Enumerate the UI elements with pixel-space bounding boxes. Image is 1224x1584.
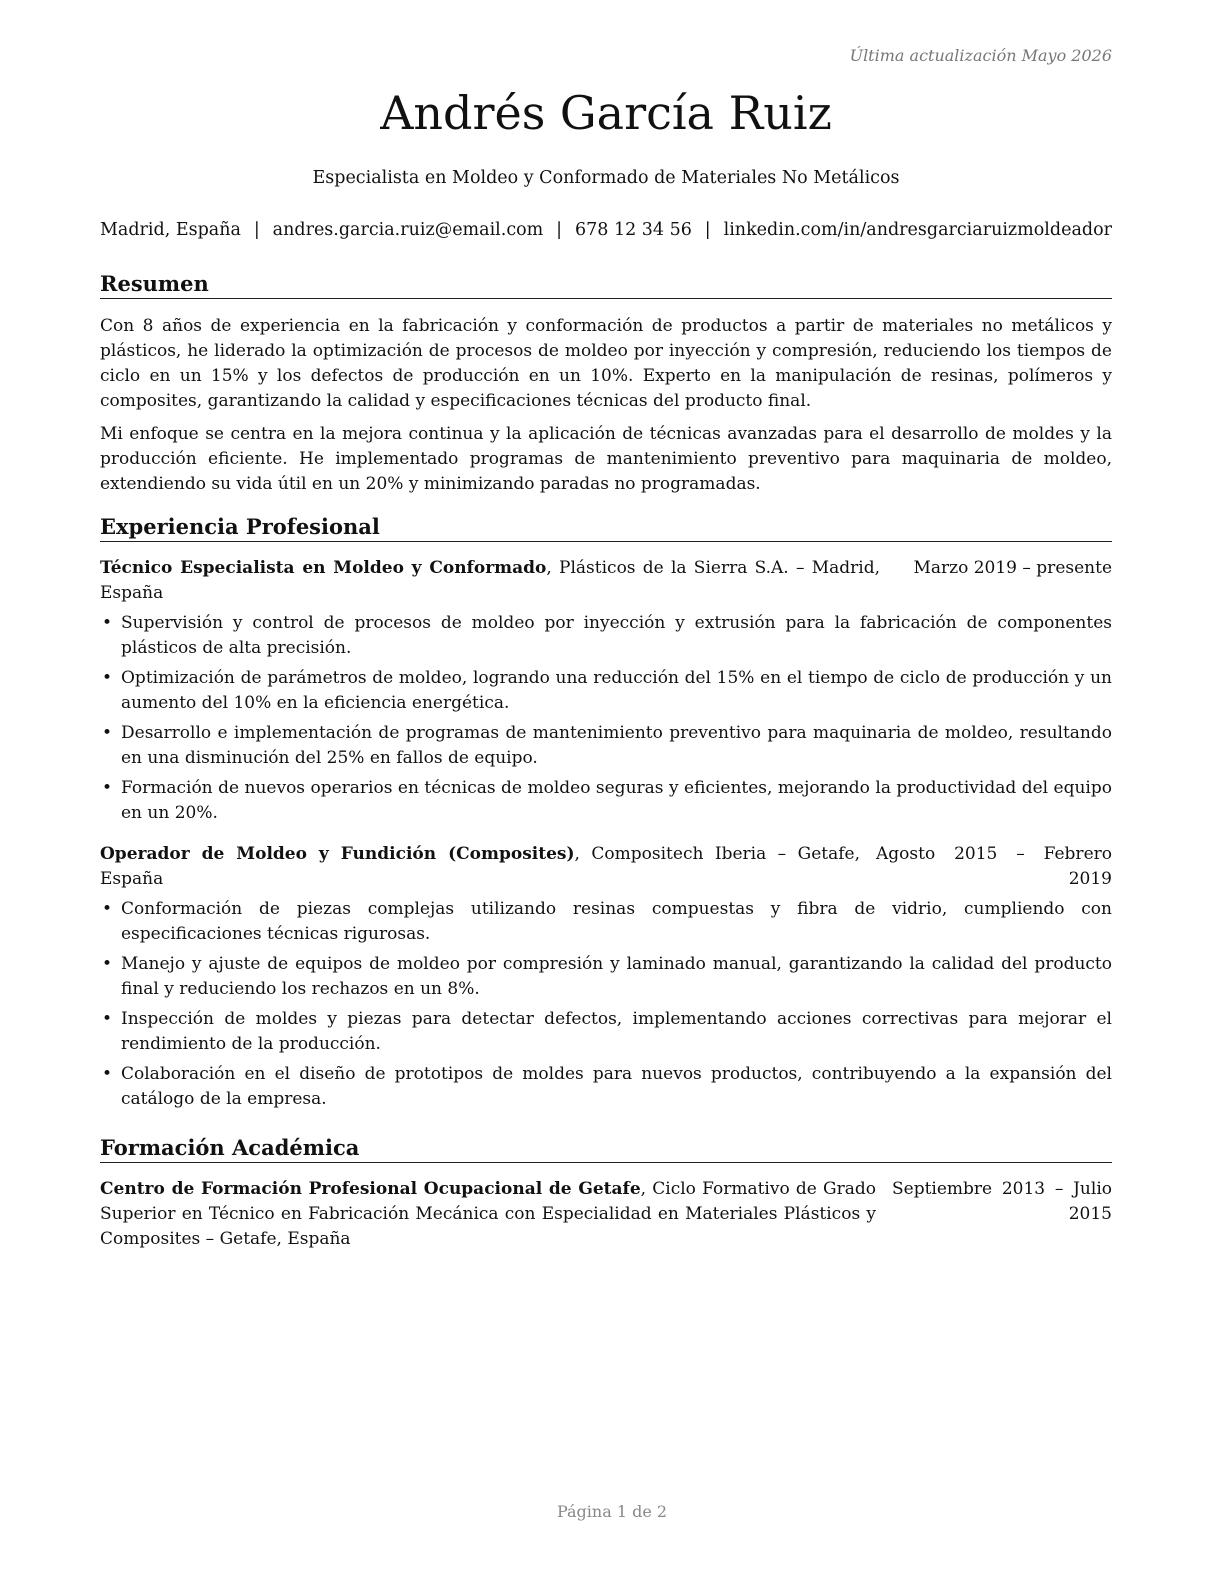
job-dates: Marzo 2019 – presente bbox=[913, 558, 1112, 579]
job-bullets bbox=[100, 897, 1112, 1112]
bullet-icon: • bbox=[102, 613, 113, 634]
education-section bbox=[100, 1134, 1112, 1252]
contact-line bbox=[100, 220, 1112, 240]
list-item bbox=[100, 1062, 1112, 1112]
job-title-block bbox=[100, 556, 880, 606]
list-item bbox=[100, 776, 1112, 826]
job-dates: Agosto 2015 – Febrero 2019 bbox=[876, 844, 1112, 890]
list-item bbox=[100, 611, 1112, 661]
experience-heading: Experiencia Profesional bbox=[100, 513, 1112, 542]
bullet-icon: • bbox=[102, 778, 113, 799]
contact-location: Madrid, España bbox=[100, 220, 241, 240]
contact-separator: | bbox=[253, 220, 260, 240]
job-entry bbox=[100, 842, 1112, 1112]
job-title-block bbox=[100, 842, 860, 892]
education-dates: Septiembre 2013 – Julio 2015 bbox=[892, 1179, 1112, 1225]
education-header bbox=[100, 1177, 1112, 1252]
resume-page bbox=[100, 0, 1112, 1584]
bullet-text: Colaboración en el diseño de prototipos de moldes para nuevos productos, contribuyendo a la expansión del catálogo de la empresa. bbox=[121, 1064, 1112, 1110]
job-header bbox=[100, 556, 1112, 606]
list-item bbox=[100, 1007, 1112, 1057]
bullet-text: Supervisión y control de procesos de moldeo por inyección y extrusión para la fabricación de componentes plásticos de alta precisión. bbox=[121, 613, 1112, 659]
experience-section bbox=[100, 513, 1112, 1117]
bullet-icon: • bbox=[102, 1064, 113, 1085]
bullet-icon: • bbox=[102, 899, 113, 920]
candidate-headline: Especialista en Moldeo y Conformado de Materiales No Metálicos bbox=[312, 168, 900, 188]
list-item bbox=[100, 952, 1112, 1002]
bullet-text: Conformación de piezas complejas utilizando resinas compuestas y fibra de vidrio, cumpliendo con especificaciones técnicas rigurosas. bbox=[121, 899, 1112, 945]
summary-heading: Resumen bbox=[100, 270, 1112, 299]
page-number: Página 1 de 2 bbox=[556, 1502, 668, 1521]
last-updated: Última actualización Mayo 2026 bbox=[849, 46, 1112, 65]
bullet-icon: • bbox=[102, 723, 113, 744]
contact-email[interactable]: andres.garcia.ruiz@email.com bbox=[272, 220, 544, 240]
job-role: Técnico Especialista en Moldeo y Conformado bbox=[100, 558, 547, 579]
job-company: , Compositech Iberia – Getafe, España bbox=[100, 844, 860, 890]
bullet-text: Manejo y ajuste de equipos de moldeo por compresión y laminado manual, garantizando la calidad del producto final y reduciendo los rechazos en un 8%. bbox=[121, 954, 1112, 1000]
bullet-icon: • bbox=[102, 1009, 113, 1030]
education-detail: , Ciclo Formativo de Grado Superior en Técnico en Fabricación Mecánica con Especialidad en Materiales Plásticos y Composites – Getafe, España bbox=[100, 1179, 876, 1250]
candidate-name: Andrés García Ruiz bbox=[380, 86, 832, 140]
bullet-text: Optimización de parámetros de moldeo, logrando una reducción del 15% en el tiempo de ciclo de producción y un aumento del 10% en la eficiencia energética. bbox=[121, 668, 1112, 714]
job-bullets bbox=[100, 611, 1112, 826]
bullet-icon: • bbox=[102, 954, 113, 975]
bullet-text: Formación de nuevos operarios en técnicas de moldeo seguras y eficientes, mejorando la productividad del equipo en un 20%. bbox=[121, 778, 1112, 824]
summary-section bbox=[100, 270, 1112, 497]
list-item bbox=[100, 897, 1112, 947]
contact-linkedin[interactable]: linkedin.com/in/andresgarciaruizmoldeador bbox=[723, 220, 1112, 240]
contact-phone: 678 12 34 56 bbox=[574, 220, 692, 240]
education-entry bbox=[100, 1177, 1112, 1252]
summary-paragraph: Con 8 años de experiencia en la fabricación y conformación de productos a partir de materiales no metálicos y plásticos, he liderado la optimización de procesos de moldeo por inyección y compresión, reduciendo los tiempos de ciclo en un 15% y los defectos de producción en un 10%. Experto en la manipulación de resinas, polímeros y composites, garantizando la calidad y especificaciones técnicas del producto final. bbox=[100, 316, 1112, 412]
job-header bbox=[100, 842, 1112, 892]
list-item bbox=[100, 721, 1112, 771]
education-institution: Centro de Formación Profesional Ocupacional de Getafe bbox=[100, 1179, 641, 1200]
job-role: Operador de Moldeo y Fundición (Composites) bbox=[100, 844, 575, 865]
bullet-text: Desarrollo e implementación de programas de mantenimiento preventivo para maquinaria de moldeo, resultando en una disminución del 25% en fallos de equipo. bbox=[121, 723, 1112, 769]
job-company: , Plásticos de la Sierra S.A. – Madrid, España bbox=[100, 558, 880, 604]
summary-paragraph: Mi enfoque se centra en la mejora continua y la aplicación de técnicas avanzadas para el desarrollo de moldes y la producción eficiente. He implementado programas de mantenimiento preventivo para maquinaria de moldeo, extendiendo su vida útil en un 20% y minimizando paradas no programadas. bbox=[100, 424, 1112, 495]
job-entry bbox=[100, 556, 1112, 826]
education-heading: Formación Académica bbox=[100, 1134, 1112, 1163]
contact-separator: | bbox=[704, 220, 711, 240]
contact-separator: | bbox=[556, 220, 563, 240]
bullet-icon: • bbox=[102, 668, 113, 689]
bullet-text: Inspección de moldes y piezas para detectar defectos, implementando acciones correctivas para mejorar el rendimiento de la producción. bbox=[121, 1009, 1112, 1055]
education-title-block bbox=[100, 1177, 876, 1252]
list-item bbox=[100, 666, 1112, 716]
